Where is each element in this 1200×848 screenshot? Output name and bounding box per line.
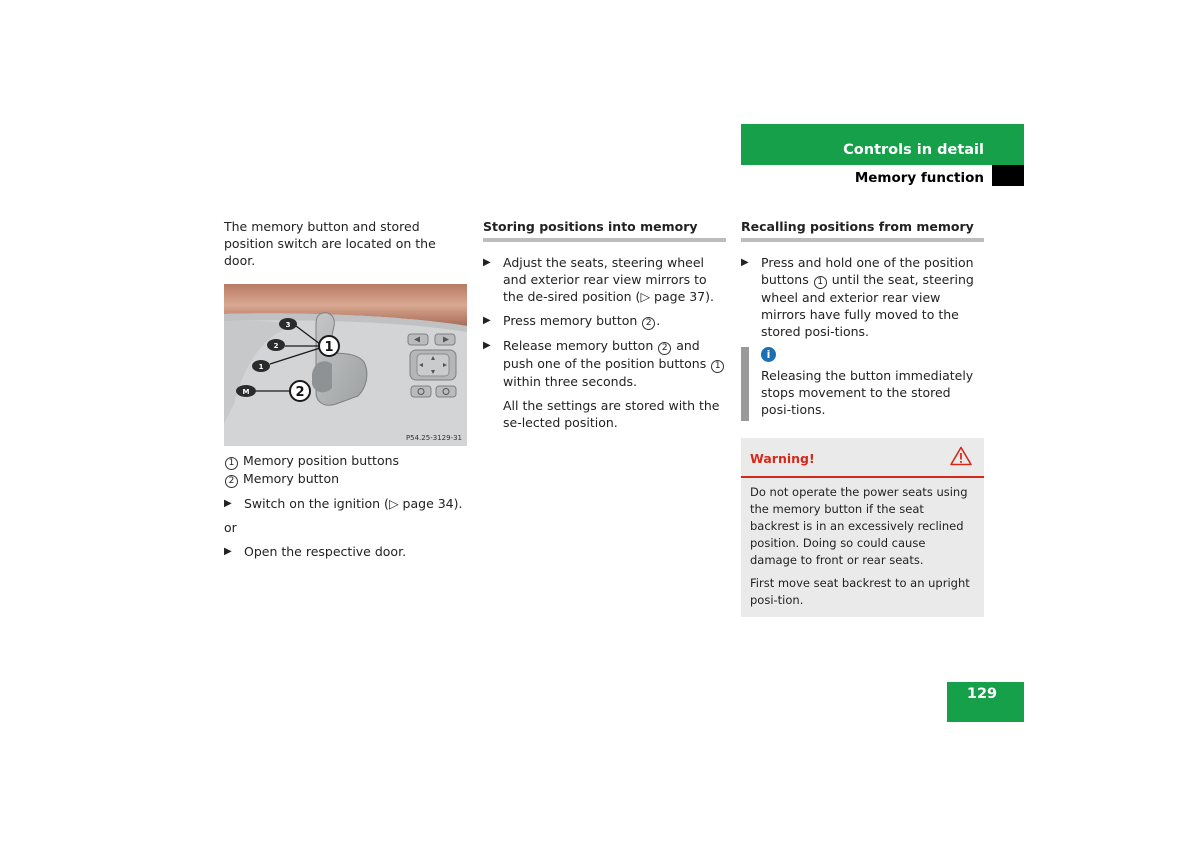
svg-text:2: 2 xyxy=(273,342,279,350)
door-panel-illustration xyxy=(224,284,467,446)
door-memory-switch-figure xyxy=(224,284,467,446)
svg-text:3: 3 xyxy=(285,321,291,329)
warning-paragraph: First move seat backrest to an upright posi-tion. xyxy=(750,576,970,607)
bullet-arrow-icon: ▶ xyxy=(483,257,491,268)
storing-heading: Storing positions into memory xyxy=(483,218,726,242)
ref-number: 2 xyxy=(642,317,655,330)
page-number: 129 xyxy=(966,686,998,702)
warning-body xyxy=(741,478,984,617)
bullet-arrow-icon: ▶ xyxy=(224,498,232,509)
svg-text:2: 2 xyxy=(295,385,305,400)
storing-step-1: ▶ Adjust the seats, steering wheel and exterior rear view mirrors to the de-sired position (▷ page 37). xyxy=(483,255,714,304)
memory-button-2 xyxy=(267,339,285,351)
legend-number: 2 xyxy=(225,475,238,488)
info-bar xyxy=(741,347,749,421)
info-note xyxy=(741,347,984,418)
bullet-arrow-icon: ▶ xyxy=(483,340,491,351)
legend-item xyxy=(224,452,467,470)
section-marker xyxy=(992,165,1024,186)
bullet-arrow-icon: ▶ xyxy=(741,257,749,268)
svg-text:M: M xyxy=(242,388,250,396)
legend-text: Memory button xyxy=(242,471,340,486)
figure-code: P54.25-3129-31 xyxy=(405,434,462,442)
callout-2 xyxy=(290,381,310,401)
intro-text: The memory button and stored position switch are located on the door. xyxy=(224,219,436,268)
chapter-title: Controls in detail xyxy=(843,142,984,158)
warning-paragraph: Do not operate the power seats using the memory button if the seat backrest is in an excessively reclined position. Doing so could cause damage to front or rear seats. xyxy=(750,485,968,567)
or-text: or xyxy=(224,520,237,535)
legend-text: Memory position buttons xyxy=(242,453,400,468)
page-ref-arrow-icon: ▷ xyxy=(640,289,651,304)
ref-number: 1 xyxy=(711,360,724,373)
ref-number: 2 xyxy=(658,342,671,355)
recalling-step-1: ▶ Press and hold one of the position buttons 1 until the seat, steering wheel and exterior rear view mirrors have fully moved to the stored posi-tions. xyxy=(741,255,974,339)
legend-item xyxy=(224,470,467,488)
callout-1 xyxy=(319,336,339,356)
column-right xyxy=(741,218,984,617)
warning-header xyxy=(741,438,984,478)
memory-button-1 xyxy=(252,360,270,372)
storing-step-3: ▶ Release memory button 2 and push one of the position buttons 1 within three seconds. xyxy=(483,337,726,390)
info-icon: i xyxy=(761,347,776,362)
step-open-door: ▶ Open the respective door. xyxy=(224,544,407,559)
legend-number: 1 xyxy=(225,457,238,470)
storing-note: All the settings are stored with the se-lected position. xyxy=(503,398,720,430)
svg-text:1: 1 xyxy=(258,363,264,371)
info-text: Releasing the button immediately stops movement to the stored posi-tions. xyxy=(761,368,974,417)
storing-step-2: ▶ Press memory button 2 . xyxy=(483,313,661,328)
memory-button-3 xyxy=(279,318,297,330)
warning-title: Warning! xyxy=(750,451,815,466)
svg-text:1: 1 xyxy=(324,340,334,355)
bullet-arrow-icon: ▶ xyxy=(483,315,491,326)
warning-triangle-icon xyxy=(950,446,972,466)
warning-box xyxy=(741,438,984,617)
recalling-heading: Recalling positions from memory xyxy=(741,218,984,242)
step-ignition: ▶ Switch on the ignition (▷ page 34). xyxy=(224,496,463,511)
section-title: Memory function xyxy=(854,170,984,186)
memory-button-m xyxy=(236,385,256,397)
column-left xyxy=(224,218,467,567)
page-ref-arrow-icon: ▷ xyxy=(388,496,399,511)
ref-number: 1 xyxy=(814,276,827,289)
bullet-arrow-icon: ▶ xyxy=(224,546,232,557)
column-middle xyxy=(483,218,726,438)
